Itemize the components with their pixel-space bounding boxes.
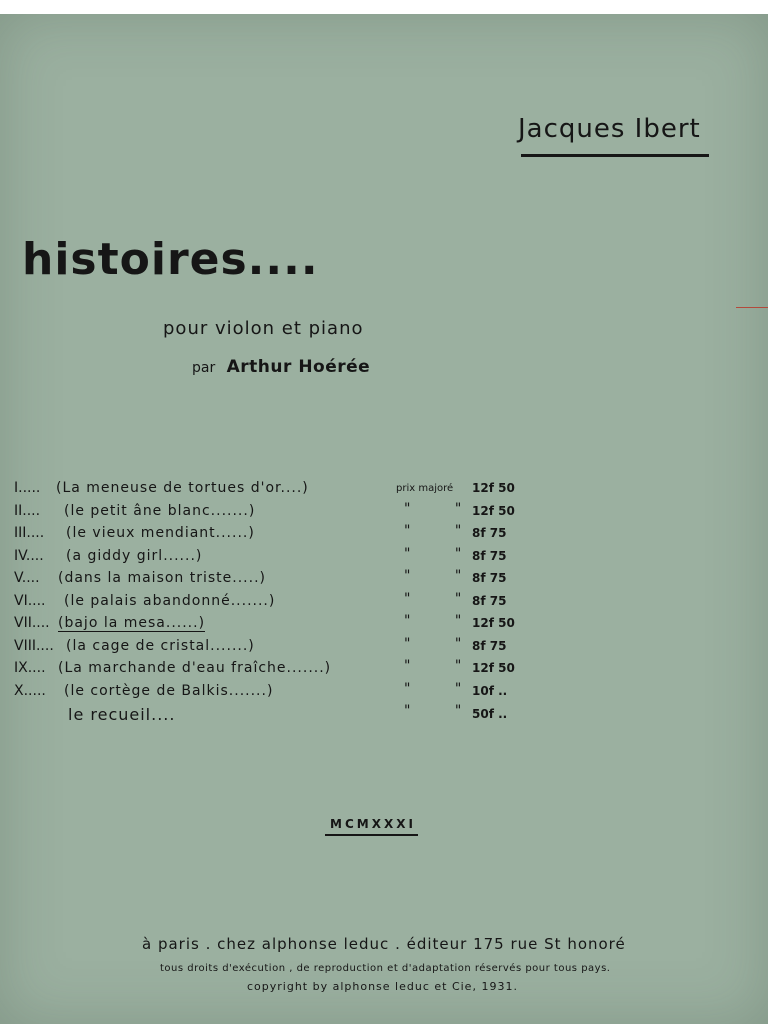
- ditto-marks: " ": [404, 568, 482, 584]
- piece-price: 8f 75: [472, 548, 507, 563]
- piece-price: 12f 50: [472, 503, 515, 518]
- piece-title: (le palais abandonné.......): [64, 592, 276, 609]
- piece-numeral: IX....: [14, 660, 46, 676]
- piece-row: [14, 590, 534, 616]
- piece-numeral: VI....: [14, 592, 46, 609]
- ditto-marks: " ": [404, 545, 482, 562]
- ditto-marks: " ": [404, 500, 482, 517]
- piece-title: (le petit âne blanc.......): [64, 502, 256, 519]
- publication-year: MCMXXXI: [330, 817, 416, 831]
- piece-numeral: II....: [14, 502, 41, 519]
- copyright-notice: copyright by alphonse leduc et Cie, 1931.: [247, 980, 518, 993]
- composer-underline: [521, 154, 709, 157]
- piece-row: [14, 545, 534, 571]
- ditto-marks: " ": [404, 635, 482, 652]
- ditto-marks: " ": [404, 703, 482, 719]
- piece-row: [14, 525, 534, 548]
- ditto-marks: " ": [404, 590, 482, 607]
- piece-numeral: V....: [14, 570, 40, 586]
- composer-name: Jacques Ibert: [518, 114, 701, 144]
- piece-row: [14, 570, 534, 593]
- piece-numeral: IV....: [14, 547, 44, 564]
- piece-title: (La meneuse de tortues d'or....): [56, 480, 309, 496]
- instrumentation: pour violon et piano: [163, 318, 364, 339]
- piece-title: (dans la maison triste.....): [58, 570, 266, 586]
- piece-title: (le vieux mendiant......): [66, 525, 255, 541]
- piece-title: (La marchande d'eau fraîche.......): [58, 660, 332, 676]
- work-title: histoires....: [22, 234, 319, 285]
- ditto-marks: " ": [404, 523, 482, 539]
- arranger-line: [192, 357, 370, 377]
- piece-price: 10f ..: [472, 683, 508, 698]
- ditto-marks: " ": [404, 613, 482, 629]
- pieces-list: [14, 480, 534, 705]
- arranger-name: Arthur Hoérée: [226, 357, 371, 377]
- collection-label: le recueil....: [68, 705, 176, 724]
- rights-notice: tous droits d'exécution , de reproduction et d'adaptation réservés pour tous pays.: [160, 963, 611, 974]
- piece-numeral: III....: [14, 525, 45, 541]
- year-underline: [325, 834, 418, 836]
- piece-row: [14, 680, 534, 706]
- piece-title: (le cortège de Balkis.......): [64, 682, 274, 699]
- piece-numeral: VIII....: [14, 637, 54, 654]
- ditto-marks: " ": [404, 680, 482, 697]
- arranger-prefix: par: [192, 360, 216, 376]
- piece-numeral: VII....: [14, 615, 50, 631]
- piece-row: [14, 500, 534, 526]
- piece-row: [14, 480, 534, 503]
- piece-price: 12f 50: [472, 661, 515, 675]
- piece-numeral: I.....: [14, 480, 41, 496]
- piece-row: [14, 635, 534, 661]
- piece-price: 8f 75: [472, 571, 507, 585]
- collection-price: 50f ..: [472, 707, 508, 721]
- piece-price: 12f 50: [472, 481, 515, 495]
- piece-price: 8f 75: [472, 593, 507, 608]
- publisher-line: à paris . chez alphonse leduc . éditeur 175 rue St honoré: [142, 935, 626, 953]
- piece-price: 12f 50: [472, 616, 515, 630]
- piece-row: [14, 660, 534, 683]
- margin-mark: [736, 307, 768, 308]
- score-cover: [0, 14, 768, 1024]
- price-label: prix majoré: [396, 483, 454, 494]
- piece-numeral: X.....: [14, 682, 46, 699]
- piece-title: (la cage de cristal.......): [66, 637, 255, 654]
- piece-price: 8f 75: [472, 638, 507, 653]
- piece-row: [14, 615, 534, 638]
- piece-price: 8f 75: [472, 526, 507, 540]
- piece-title: (bajo la mesa......): [58, 615, 206, 631]
- ditto-marks: " ": [404, 658, 482, 674]
- piece-title: (a giddy girl......): [66, 547, 203, 564]
